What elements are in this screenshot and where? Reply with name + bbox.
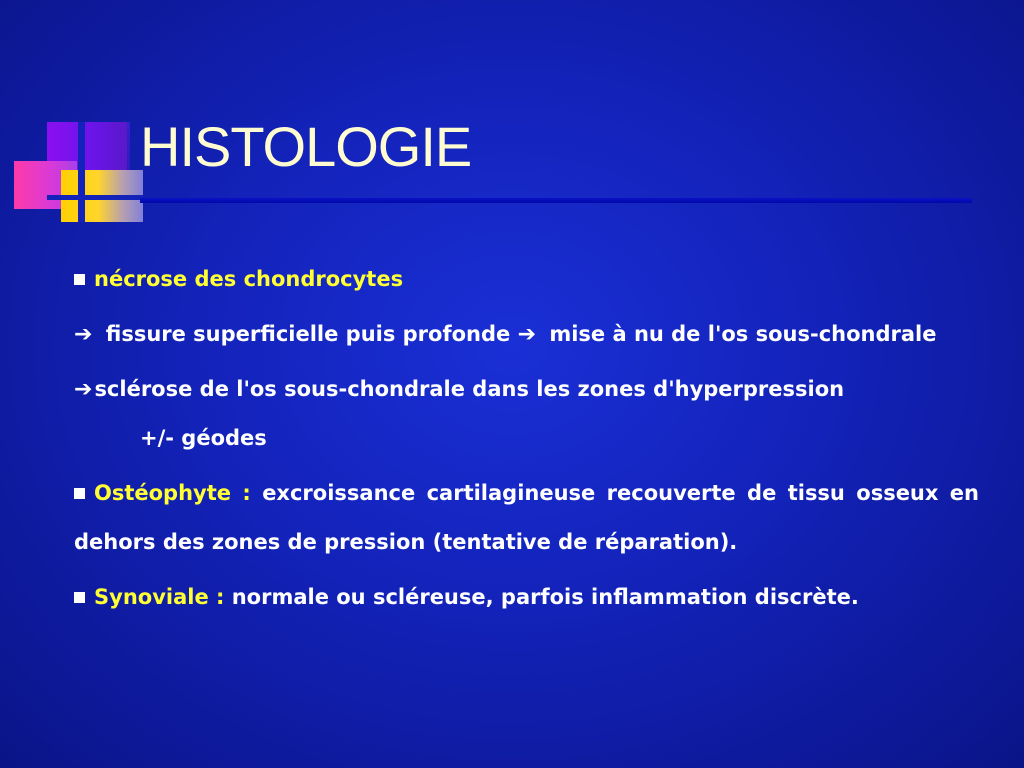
- square-bullet-icon: [74, 592, 85, 603]
- slide-body: [74, 255, 979, 628]
- item-synoviale-highlight: Synoviale :: [94, 585, 225, 609]
- item-sclerose-continuation: +/- géodes: [140, 426, 267, 450]
- right-arrow-icon: ➔: [517, 322, 537, 347]
- item-fissure-text: fissure superficielle puis profonde: [105, 322, 511, 346]
- item-necrose: [74, 255, 979, 304]
- item-sclerose-text: sclérose de l'os sous-chondrale dans les zones d'hyperpression: [94, 377, 845, 401]
- right-arrow-icon: ➔: [74, 322, 93, 347]
- square-divider-vertical: [78, 122, 85, 222]
- item-fissure: [74, 310, 979, 359]
- slide-title: HISTOLOGIE: [140, 115, 472, 178]
- item-necrose-highlight: nécrose des chondrocytes: [94, 267, 404, 291]
- item-synoviale: [74, 573, 979, 622]
- item-fissure-text2: mise à nu de l'os sous-chondrale: [549, 322, 937, 346]
- square-divider-horizontal: [47, 195, 143, 200]
- item-osteophyte-highlight: Ostéophyte :: [94, 481, 251, 505]
- right-arrow-icon: ➔: [74, 377, 93, 402]
- item-sclerose: [74, 365, 979, 463]
- title-underline: [140, 198, 972, 203]
- square-bullet-icon: [74, 274, 85, 285]
- square-bullet-icon: [74, 488, 85, 499]
- item-osteophyte: [74, 469, 979, 567]
- item-synoviale-text: normale ou scléreuse, parfois inflammation discrète.: [231, 585, 859, 609]
- item-osteophyte-text: excroissance cartilagineuse recouverte de tissu osseux en dehors des zones de pression (tentative de réparation).: [74, 481, 980, 554]
